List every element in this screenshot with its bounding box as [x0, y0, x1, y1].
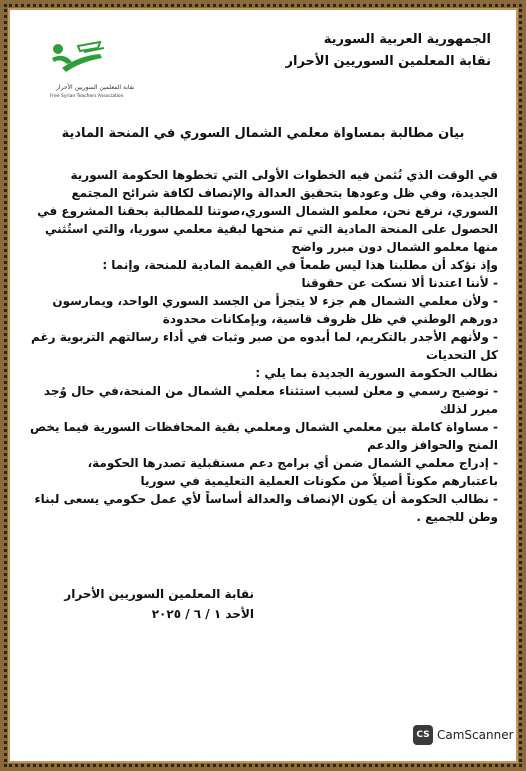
- logo-english-text: Free Syrian Teachers Association: [50, 94, 124, 99]
- camscanner-watermark: [405, 722, 514, 748]
- reason-item: - ولأنهم الأجدر بالتكريم، لما أبدوه من صبر وثبات في أداء رسالتهم التربوية رغم كل التحديات: [31, 330, 498, 362]
- paragraph-intro: في الوقت الذي نُثمن فيه الخطوات الأولى التي تخطوها الحكومة السورية الجديدة، وفي ظل وعودها بتحقيق العدالة والإنصاف لكافة شرائح المجتمع السوري، نرفع نحن، معلمو الشمال السوري،صوتنا للمطالبة بحقنا المشروع في الحصول على المنحة المادية التي تم منحها لبقية معلمي سوريا، والتي استُثني منها معلمو الشمال دون مبرر واضح: [37, 168, 498, 254]
- demand-item: - نطالب الحكومة أن يكون الإنصاف والعدالة أساساً لأي عمل حكومي يسعى لبناء وطن للجميع .: [34, 492, 498, 524]
- statement-title: بيان مطالبة بمساواة معلمي الشمال السوري في المنحة المادية: [61, 126, 465, 141]
- signature-date: الأحد ١ / ٦ / ٢٠٢٥: [151, 607, 254, 621]
- document-page: [10, 10, 516, 761]
- syndicate-logo: [48, 38, 138, 98]
- camscanner-label: CamScanner: [437, 728, 514, 742]
- signature-block: [64, 584, 254, 624]
- statement-body: [28, 166, 498, 526]
- country-name: الجمهورية العربية السورية: [323, 32, 491, 47]
- demand-item: - إدراج معلمي الشمال ضمن أي برامج دعم مستقبلية تصدرها الحكومة، باعتبارهم مكوناً أصيلاً من مكونات العملية التعليمية في سوريا: [87, 456, 498, 488]
- logo-arabic-text: نقابة المعلمين السوريين الأحرار: [56, 84, 135, 91]
- reason-item: - ولأن معلمي الشمال هم جزء لا يتجزأ من الجسد السوري الواحد، ويمارسون دورهم الوطني في ظل ظروف قاسية، وبإمكانات محدودة: [52, 294, 498, 326]
- demand-item: - توضيح رسمي و معلن لسبب استثناء معلمي الشمال من المنحة،في حال وُجد مبرر لذلك: [43, 384, 498, 416]
- demand-item: - مساواة كاملة بين معلمي الشمال ومعلمي بقية المحافظات السورية فيما يخص المنح والحوافز والدعم: [30, 420, 498, 452]
- camscanner-icon: CS: [413, 725, 433, 745]
- reason-item: - لأننا اعتدنا ألا نسكت عن حقوقنا: [301, 276, 498, 290]
- organization-name: نقابة المعلمين السوريين الأحرار: [285, 54, 491, 69]
- teachers-syndicate-logo-icon: [48, 38, 108, 82]
- signature-org: نقابة المعلمين السوريين الأحرار: [64, 587, 254, 601]
- demands-heading: نطالب الحكومة السورية الجديدة بما يلي :: [255, 366, 498, 380]
- paragraph-emphasis: وإذ نؤكد أن مطلبنا هذا ليس طمعاً في القيمة المادية للمنحة، وإنما :: [102, 258, 498, 272]
